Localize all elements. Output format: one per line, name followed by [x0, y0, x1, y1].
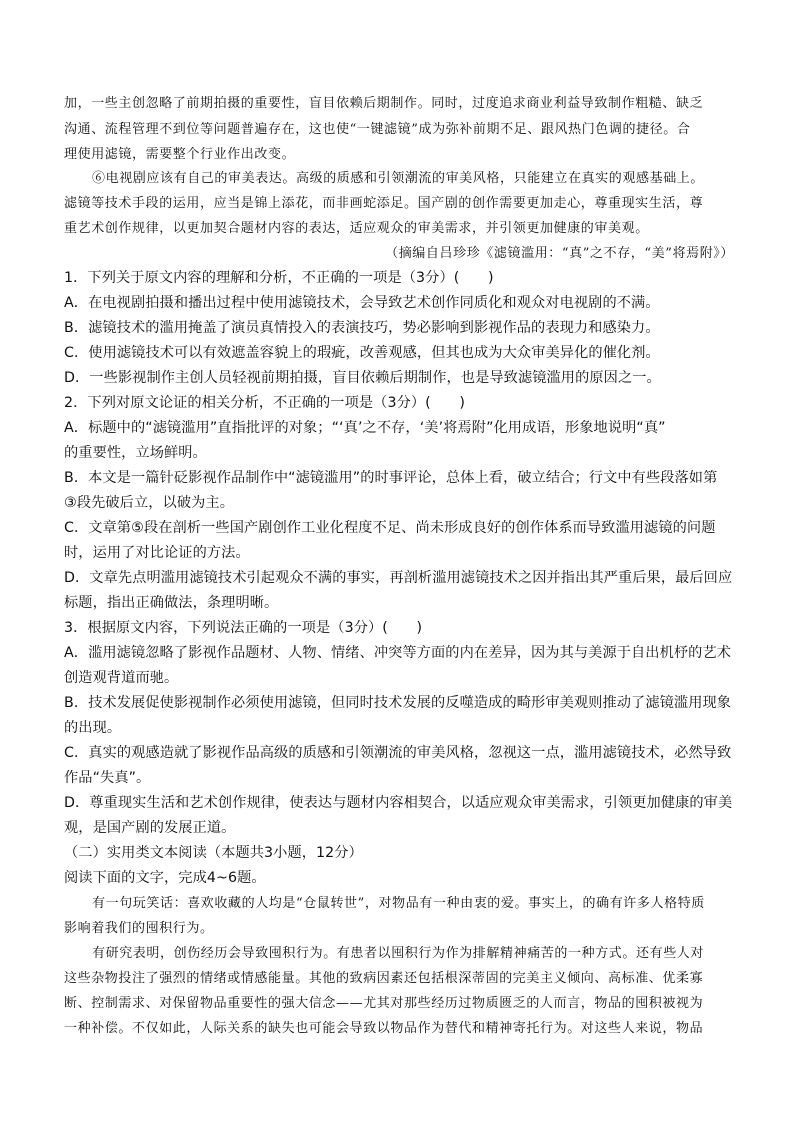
question-option: A．标题中的“滤镜滥用”直指批评的对象；“‘真’之不存，‘美’将焉附”化用成语，形象地说明“真”	[64, 420, 666, 436]
article-line: 有研究表明，创伤经历会导致囤积行为。有患者以囤积行为作为排解精神痛苦的一种方式。还有些人对	[92, 946, 705, 961]
question-option-cont: 创造观背道而驰。	[64, 670, 179, 686]
question-option: B．滤镜技术的滥用掩盖了演员真情投入的表演技巧，势必影响到影视作品的表现力和感染力。	[64, 320, 660, 336]
question-option: B．技术发展促使影视制作必须使用滤镜，但同时技术发展的反噬造成的畸形审美观则推动了滤镜滥用现象	[64, 695, 732, 711]
question-option-cont: 的出现。	[64, 720, 122, 736]
article-line: 理使用滤镜，需要整个行业作出改变。	[64, 147, 296, 162]
article-source: （摘编自吕珍珍《滤镜滥用：“真”之不存，“美”将焉附》）	[385, 246, 734, 261]
article-line: 有一句玩笑话：喜欢收藏的人均是“仓鼠转世”，对物品有一种由衷的爱。事实上，的确有许多人格特质	[92, 896, 705, 911]
question-stem: 2．下列对原文论证的相关分析，不正确的一项是（3分）( )	[64, 395, 465, 411]
article-line: ⑥电视剧应该有自己的审美表达。高级的质感和引领潮流的审美风格，只能建立在真实的观感基础上。	[92, 171, 705, 186]
question-stem: 3．根据原文内容，下列说法正确的一项是（3分）( )	[64, 620, 423, 636]
question-option: A．在电视剧拍摄和播出过程中使用滤镜技术，会导致艺术创作同质化和观众对电视剧的不满。	[64, 295, 660, 311]
question-option-cont: 作品“失真”。	[64, 770, 151, 786]
question-option-cont: ③段先破后立，以破为主。	[64, 495, 234, 511]
article-line: 沟通、流程管理不到位等问题普遍存在，这也使“一键滤镜”成为弥补前期不足、跟风热门色调的捷径。合	[64, 122, 691, 137]
question-option: A．滥用滤镜忽略了影视作品题材、人物、情绪、冲突等方面的内在差异，因为其与美源于自出机杼的艺术	[64, 645, 732, 661]
question-option: C．真实的观感造就了影视作品高级的质感和引领潮流的审美风格，忽视这一点，滥用滤镜技术，必然导致	[64, 745, 732, 761]
section-instruction: 阅读下面的文字，完成4~6题。	[64, 870, 266, 886]
article-line: 一种补偿。不仅如此，人际关系的缺失也可能会导致以物品作为替代和精神寄托行为。对这些人来说，物品	[64, 1021, 704, 1036]
article-line: 加，一些主创忽略了前期拍摄的重要性，盲目依赖后期制作。同时，过度追求商业利益导致制作粗糙、缺乏	[64, 96, 704, 111]
article-line: 影响着我们的囤积行为。	[64, 921, 214, 936]
article-line: 断、控制需求、对保留物品重要性的强大信念——尤其对那些经历过物质匮乏的人而言，物品的囤积被视为	[64, 996, 704, 1011]
question-option: D．尊重现实生活和艺术创作规律，使表达与题材内容相契合，以适应观众审美需求，引领更加健康的审美	[64, 795, 733, 811]
question-option: D．一些影视制作主创人员轻视前期拍摄，盲目依赖后期制作，也是导致滤镜滥用的原因之一。	[64, 370, 661, 386]
article-line: 重艺术创作规律，以更加契合题材内容的表达，适应观众的审美需求，并引领更加健康的审美观。	[64, 221, 649, 236]
question-option-cont: 时，运用了对比论证的方法。	[64, 545, 250, 561]
question-option-cont: 的重要性，立场鲜明。	[64, 445, 207, 461]
article-line: 这些杂物投注了强烈的情绪或情感能量。其他的致病因素还包括根深蒂固的完美主义倾向、高标准、优柔寡	[64, 971, 704, 986]
article-line: 滤镜等技术手段的运用，应当是锦上添花，而非画蛇添足。国产剧的创作需要更加走心，尊重现实生活，尊	[64, 196, 704, 211]
section-heading: （二）实用类文本阅读（本题共3小题，12分）	[64, 845, 363, 861]
question-option: B．本文是一篇针砭影视作品制作中“滤镜滥用”的时事评论，总体上看，破立结合；行文中有些段落如第	[64, 470, 718, 486]
question-option-cont: 观，是国产剧的发展正道。	[64, 820, 236, 836]
question-option: C．使用滤镜技术可以有效遮盖容貌上的瑕疵，改善观感，但其也成为大众审美异化的催化剂。	[64, 345, 660, 361]
question-stem: 1．下列关于原文内容的理解和分析，不正确的一项是（3分）( )	[64, 270, 494, 286]
question-option-cont: 标题，指出正确做法，条理明晰。	[64, 595, 279, 611]
question-option: D．文章先点明滥用滤镜技术引起观众不满的事实，再剖析滥用滤镜技术之因并指出其严重后果，最后回应	[64, 570, 733, 586]
question-option: C．文章第⑤段在剖析一些国产剧创作工业化程度不足、尚未形成良好的创作体系而导致滥用滤镜的问题	[64, 520, 716, 536]
